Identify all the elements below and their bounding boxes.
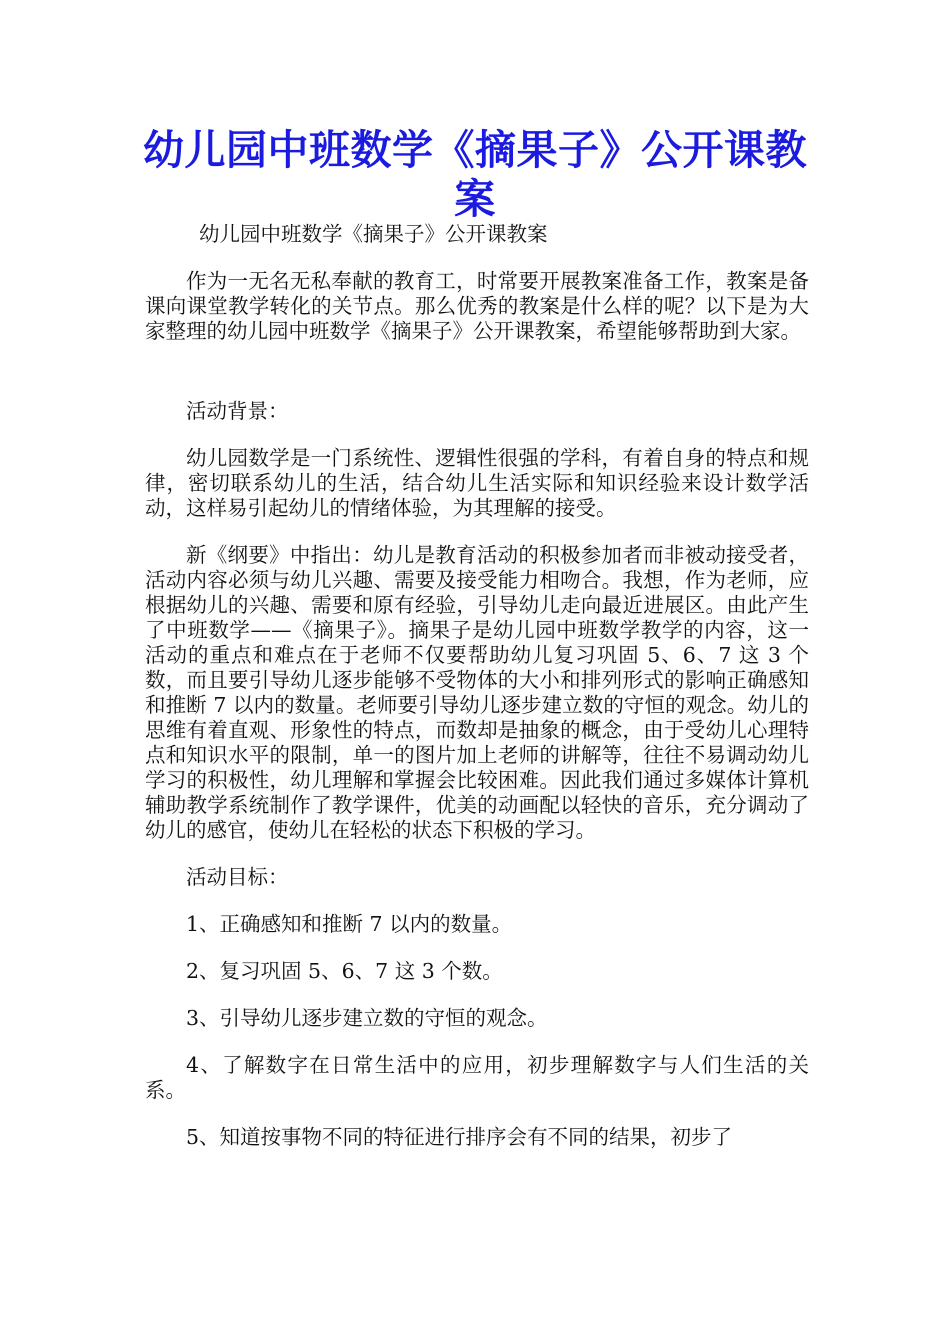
document-subtitle: 幼儿园中班数学《摘果子》公开课教案 <box>199 222 548 246</box>
goal-item: 3、引导幼儿逐步建立数的守恒的观念。 <box>186 1006 548 1030</box>
background-paragraph-2: 新《纲要》中指出：幼儿是教育活动的积极参加者而非被动接受者，活动内容必须与幼儿兴趣、需要及接受能力相吻合。我想，作为老师，应根据幼儿的兴趣、需要和原有经验，引导幼儿走向最近进展区。由此产生了中班数学——《摘果子》。摘果子是幼儿园中班数学教学的内容，这一活动的重点和难点在于老师不仅要帮助幼儿复习巩固 5、6、7 这 3 个数，而且要引导幼儿逐步能够不受物体的大小和排列形式的影响正确感知和推断 7 以内的数量。老师要引导幼儿逐步建立数的守恒的观念。幼儿的思维有着直观、形象性的特点，而数却是抽象的概念，由于受幼儿心理特点和知识水平的限制，单一的图片加上老师的讲解等，往往不易调动幼儿学习的积极性，幼儿理解和掌握会比较困难。因此我们通过多媒体计算机辅助教学系统制作了教学课件，优美的动画配以轻快的音乐，充分调动了幼儿的感官，使幼儿在轻松的状态下积极的学习。 <box>145 543 809 842</box>
goal-item: 4、了解数字在日常生活中的应用，初步理解数字与人们生活的关系。 <box>145 1053 809 1102</box>
intro-paragraph: 作为一无名无私奉献的教育工，时常要开展教案准备工作，教案是备课向课堂教学转化的关节点。那么优秀的教案是什么样的呢？以下是为大家整理的幼儿园中班数学《摘果子》公开课教案，希望能够帮助到大家。 <box>145 269 809 343</box>
goal-item: 2、复习巩固 5、6、7 这 3 个数。 <box>186 959 503 983</box>
background-paragraph-1: 幼儿园数学是一门系统性、逻辑性很强的学科，有着自身的特点和规律，密切联系幼儿的生活，结合幼儿生活实际和知识经验来设计数学活动，这样易引起幼儿的情绪体验，为其理解的接受。 <box>145 446 809 520</box>
background-heading: 活动背景： <box>186 399 289 423</box>
goal-item: 1、正确感知和推断 7 以内的数量。 <box>186 912 513 936</box>
document-title: 幼儿园中班数学《摘果子》公开课教案 <box>143 126 807 223</box>
goals-heading: 活动目标： <box>186 865 289 889</box>
goal-item: 5、知道按事物不同的特征进行排序会有不同的结果，初步了 <box>186 1125 733 1149</box>
document-body <box>145 222 809 1150</box>
